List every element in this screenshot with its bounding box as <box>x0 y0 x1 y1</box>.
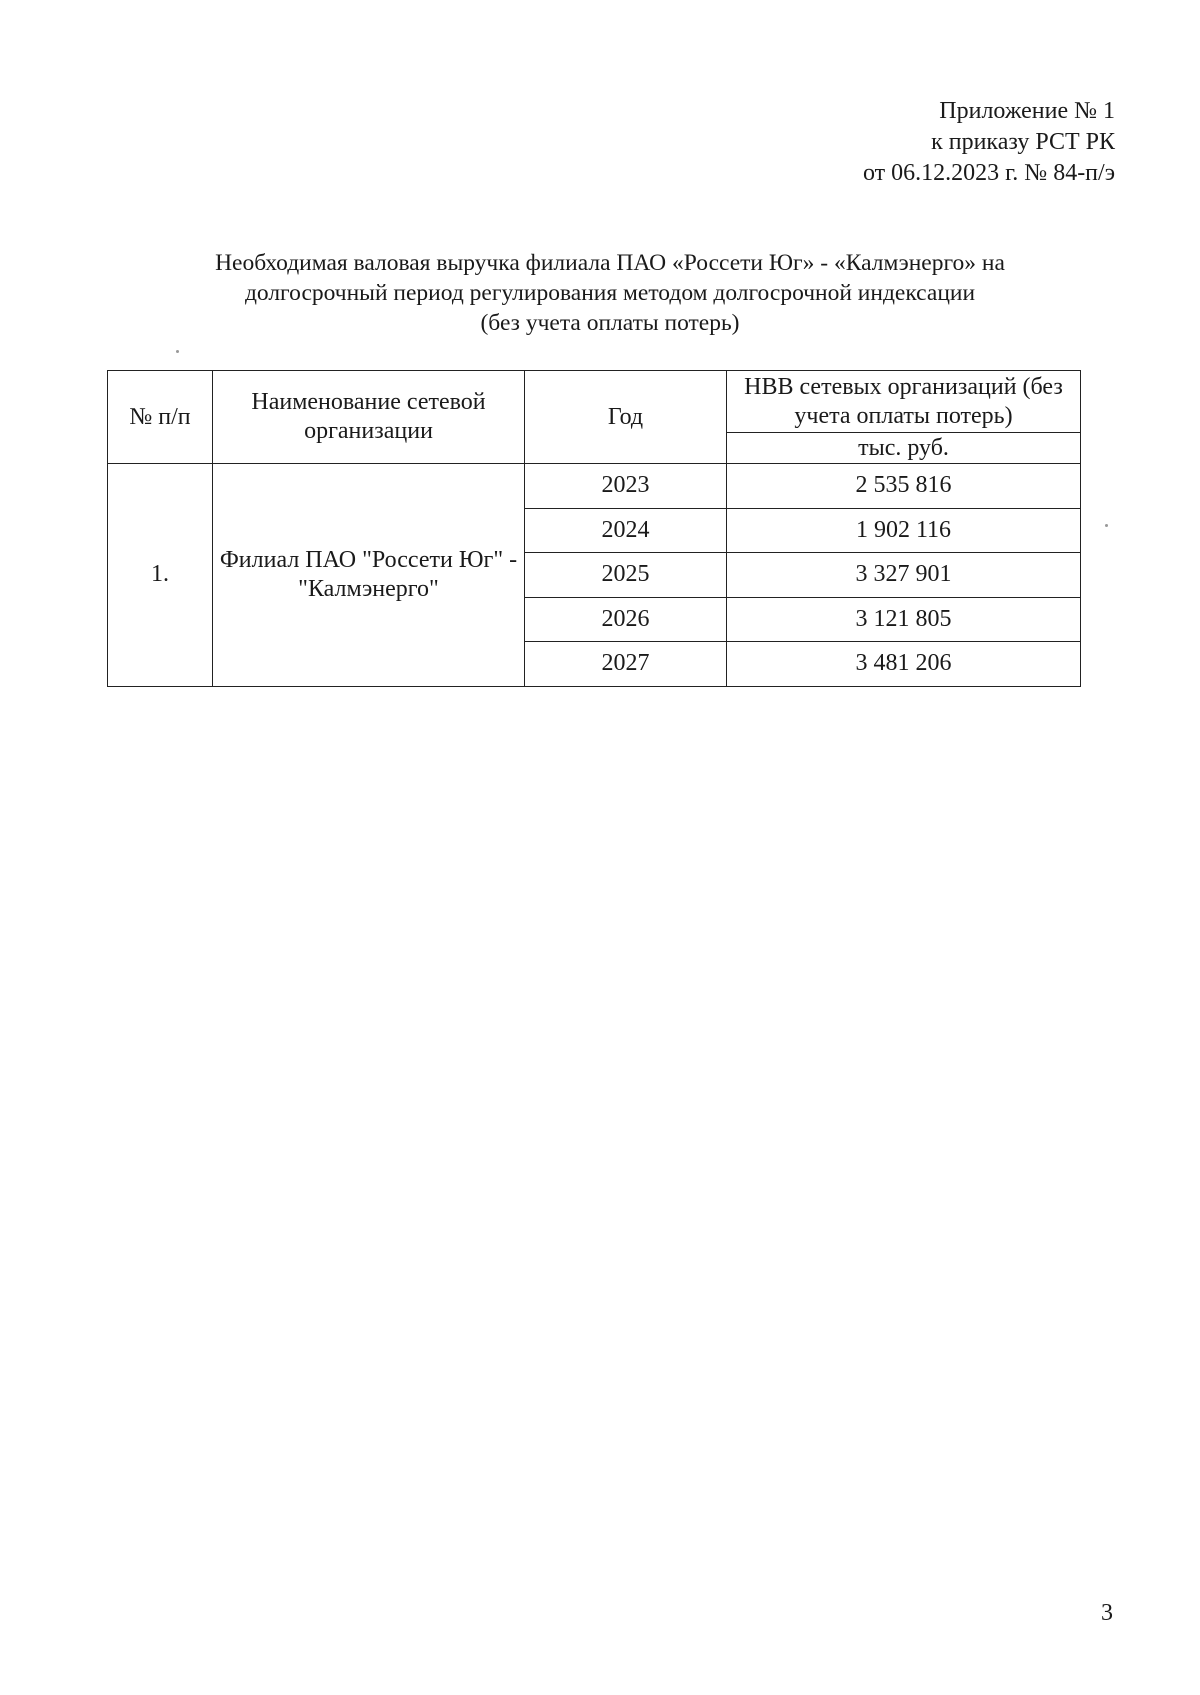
header-year: Год <box>525 371 727 464</box>
title-line-3: (без учета оплаты потерь) <box>480 310 740 336</box>
title-line-2: долгосрочный период регулирования методом долгосрочной индексации <box>244 280 976 306</box>
cell-value: 2 535 816 <box>727 464 1081 509</box>
cell-value: 3 121 805 <box>727 597 1081 642</box>
scan-speck <box>176 350 179 353</box>
header-num: № п/п <box>108 371 213 464</box>
approval-block <box>863 96 1115 189</box>
cell-year: 2026 <box>525 597 727 642</box>
scan-speck <box>1105 524 1108 527</box>
approval-line-appendix: Приложение № 1 <box>939 98 1115 124</box>
cell-year: 2024 <box>525 508 727 553</box>
header-nvv: НВВ сетевых организаций (без учета оплаты потерь) <box>727 371 1081 433</box>
cell-value: 3 481 206 <box>727 642 1081 687</box>
revenue-table <box>107 370 1081 687</box>
cell-year: 2023 <box>525 464 727 509</box>
cell-num: 1. <box>108 464 213 687</box>
title-line-1: Необходимая валовая выручка филиала ПАО «Россети Юг» - «Калмэнерго» на <box>215 250 1005 276</box>
cell-year: 2025 <box>525 553 727 598</box>
header-org: Наименование сетевой организации <box>213 371 525 464</box>
cell-value: 1 902 116 <box>727 508 1081 553</box>
cell-year: 2027 <box>525 642 727 687</box>
header-unit: тыс. руб. <box>727 433 1081 464</box>
cell-value: 3 327 901 <box>727 553 1081 598</box>
cell-org: Филиал ПАО "Россети Юг" - "Калмэнерго" <box>213 464 525 687</box>
document-title <box>110 248 1110 338</box>
approval-line-date: от 06.12.2023 г. № 84-п/э <box>862 160 1115 186</box>
page-number: 3 <box>1101 1600 1113 1626</box>
approval-line-order: к приказу РСТ РК <box>931 129 1115 155</box>
table-header-row <box>108 371 1081 433</box>
table-row <box>108 464 1081 509</box>
